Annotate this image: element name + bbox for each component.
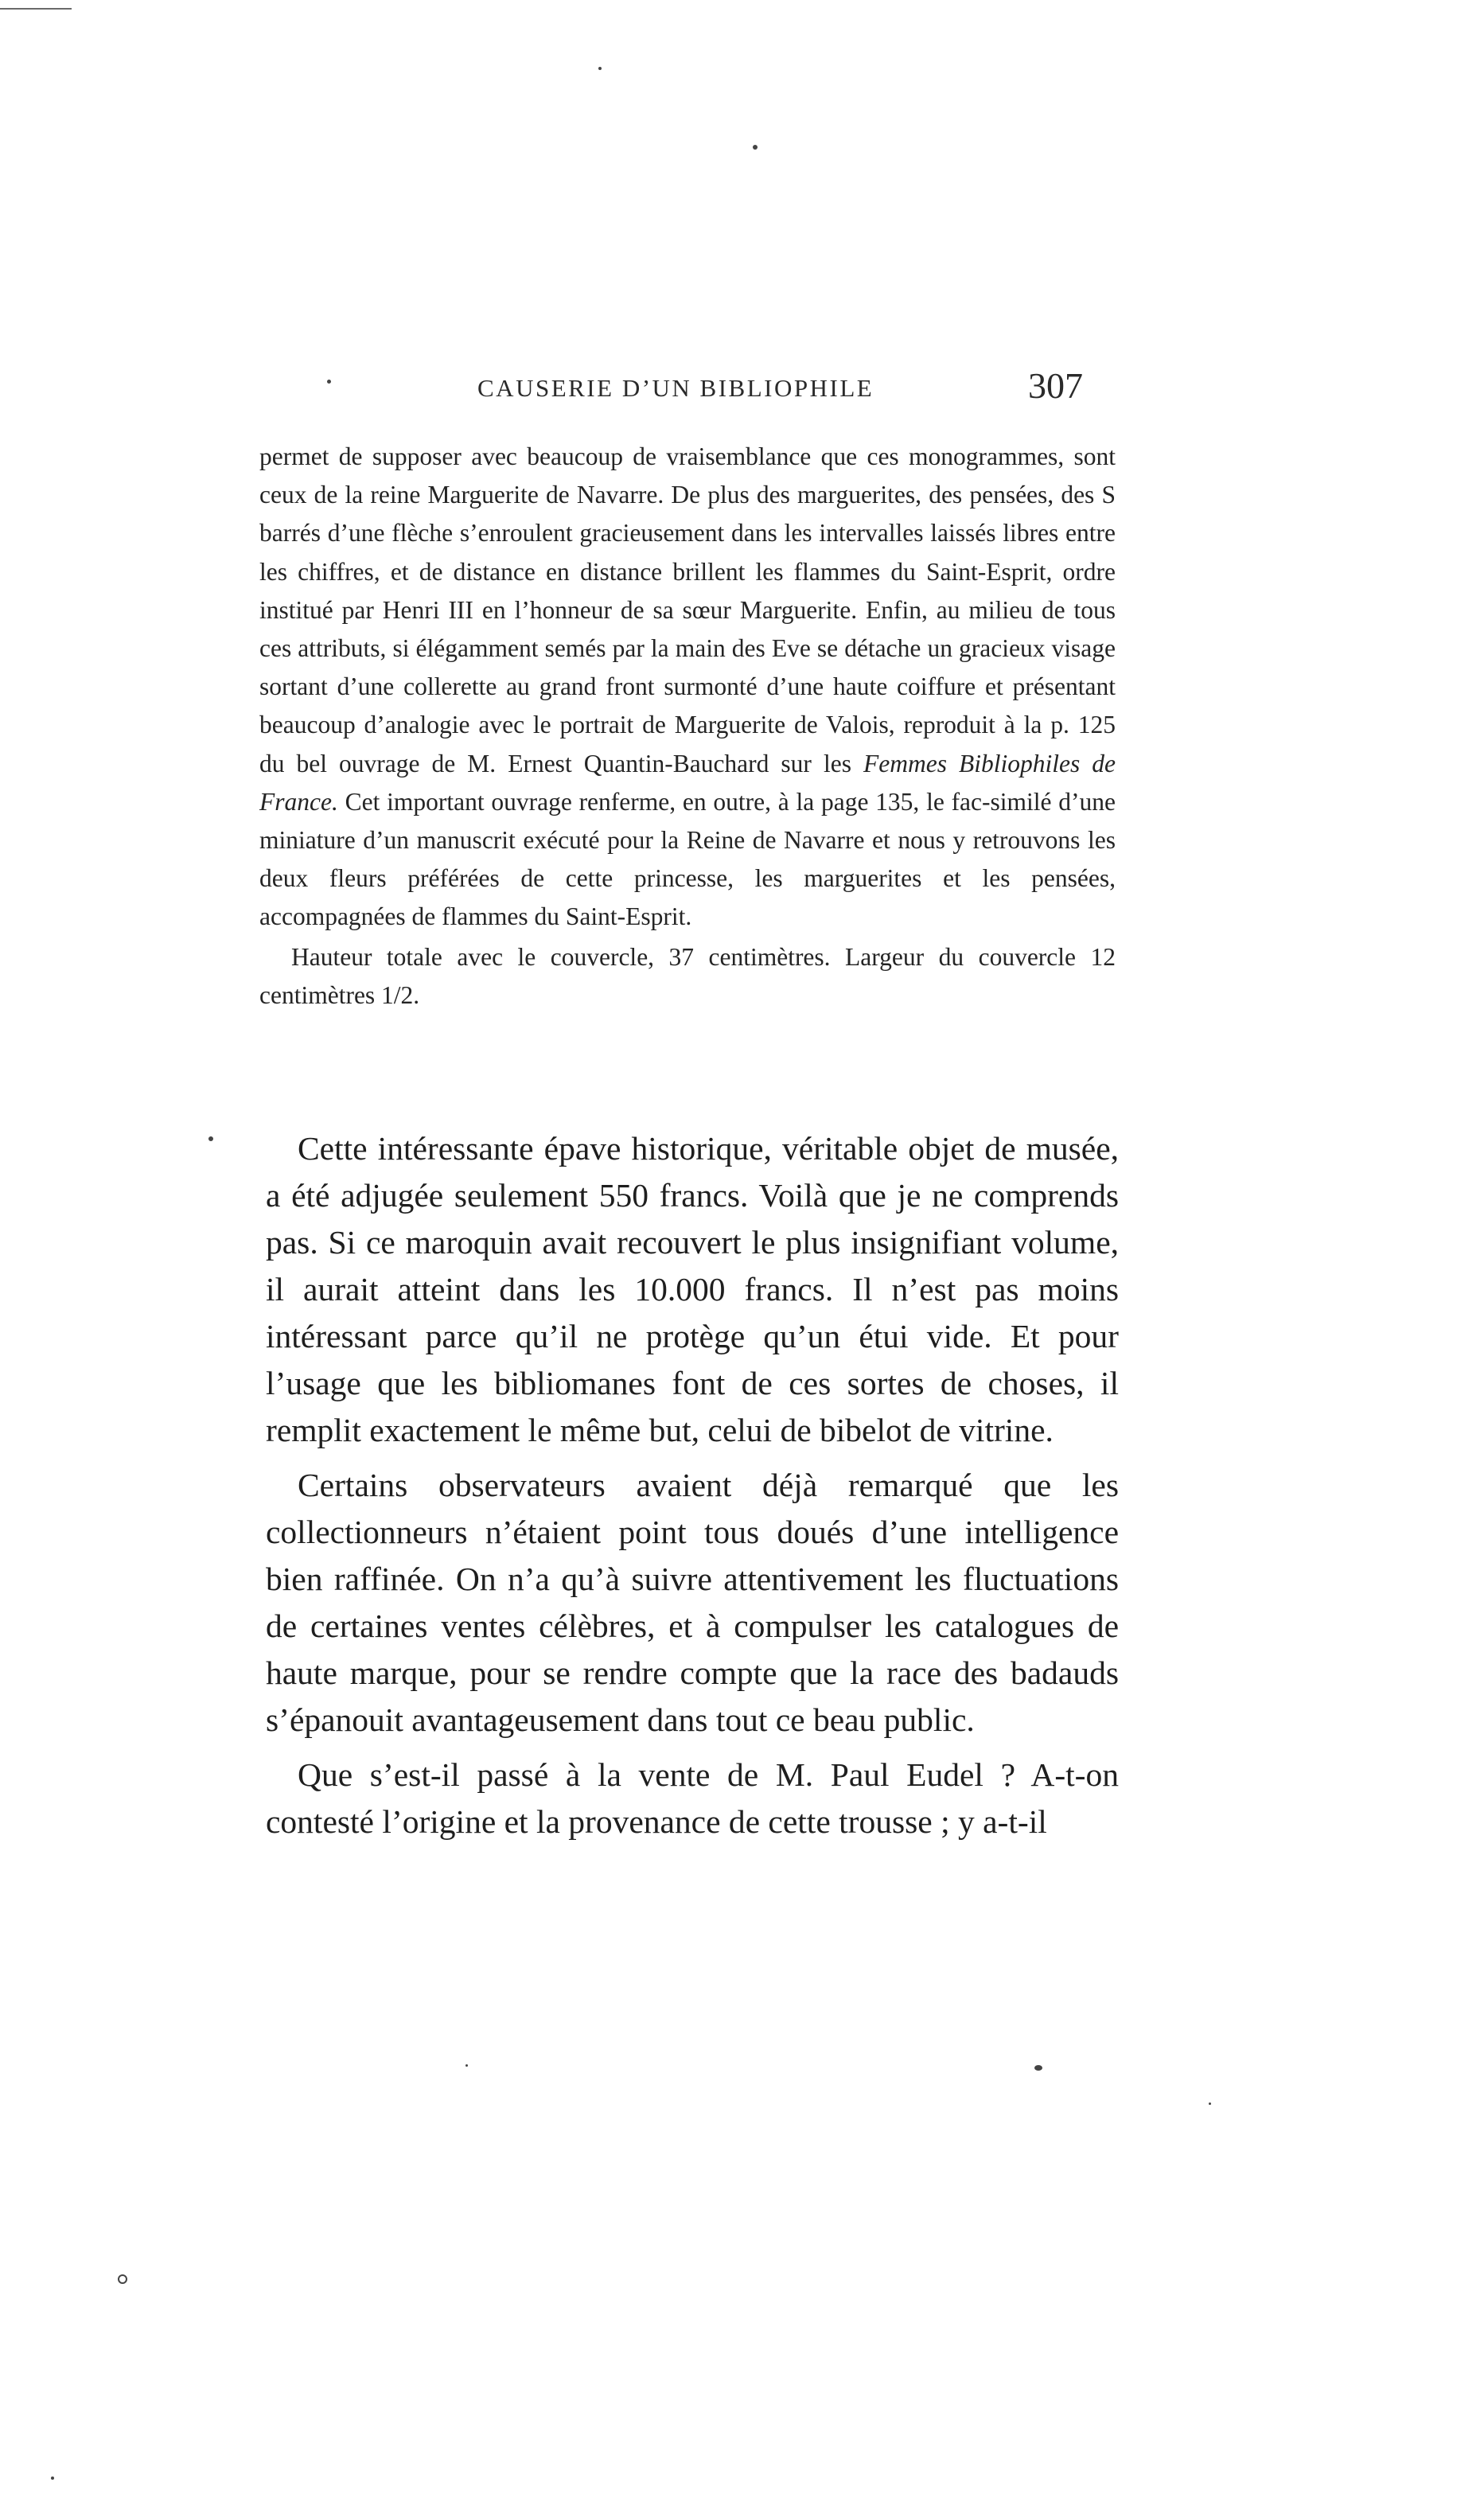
note-paragraph-1 (259, 438, 1116, 937)
corner-rule (0, 8, 72, 10)
scan-speck (118, 2274, 127, 2284)
scan-speck (1034, 2065, 1042, 2071)
scan-speck (1209, 2102, 1211, 2105)
body-paragraph-2: Certains observateurs avaient déjà remarqué que les collectionneurs n’étaient point tous doués d’une intelligence bien raffinée. On n’a qu’à suivre attentivement les fluctuations de certaines ventes célèbres, et à compulser les catalogues de haute marque, pour se rendre compte que la race des badauds s’épanouit avantageusement dans tout ce beau public. (266, 1467, 1119, 1738)
body-paragraph-1: Cette intéressante épave historique, véritable objet de musée, a été adjugée seulement 550 francs. Voilà que je ne comprends pas. Si ce maroquin avait recouvert le plus insignifiant volume, il aurait atteint dans les 10.000 francs. Il n’est pas moins intéressant parce qu’il ne protège qu’un étui vide. Et pour l’usage que les bibliomanes font de ces sortes de choses, il remplit exactement le même but, celui de bibelot de vitrine. (266, 1130, 1119, 1448)
book-title-italic: Femmes Bibliophiles de France. (259, 749, 1116, 816)
note-text-a: permet de supposer avec beaucoup de vraisemblance que ces monogrammes, sont ceux de la reine Marguerite de Navarre. De plus des marguerites, des pensées, des S barrés d’une flèche s’enroulent gracieusement dans les intervalles laissés libres entre les chiffres, et de distance en distance brillent les flammes du Saint-Esprit, ordre institué par Henri III en l’honneur de sa sœur Marguerite. Enfin, au milieu de tous ces attributs, si élégamment semés par la main des Eve se détache un gracieux visage sortant d’une collerette au grand front surmonté d’une haute coiffure et présentant beaucoup d’analogie avec le portrait de Marguerite de Valois, reproduit à la p. 125 du bel ouvrage de M. Ernest Quantin-Bauchard sur les (259, 442, 1116, 777)
main-text (266, 1125, 1119, 1845)
page-number: 307 (1028, 365, 1083, 406)
scan-speck (598, 67, 602, 70)
note-text-b: Cet important ouvrage renferme, en outre, à la page 135, le fac-similé d’une miniature d’un manuscrit exécuté pour la Reine de Navarre et nous y retrouvons les deux fleurs préférées de cette princesse, les marguerites et les pensées, accompagnées de flammes du Saint-Esprit. (259, 787, 1116, 931)
scan-speck (753, 145, 758, 150)
scan-speck (208, 1136, 213, 1141)
footnote-block (259, 438, 1116, 1015)
body-paragraph-3: Que s’est-il passé à la vente de M. Paul Eudel ? A-t-on contesté l’origine et la provenance de cette trousse ; y a-t-il (266, 1756, 1119, 1840)
scan-speck (327, 380, 331, 384)
scan-speck (465, 2064, 468, 2067)
running-head: CAUSERIE D’UN BIBLIOPHILE (477, 374, 874, 402)
scan-speck (51, 2477, 54, 2480)
note-paragraph-2: Hauteur totale avec le couvercle, 37 centimètres. Largeur du couvercle 12 centimètres 1/2. (259, 942, 1116, 1009)
